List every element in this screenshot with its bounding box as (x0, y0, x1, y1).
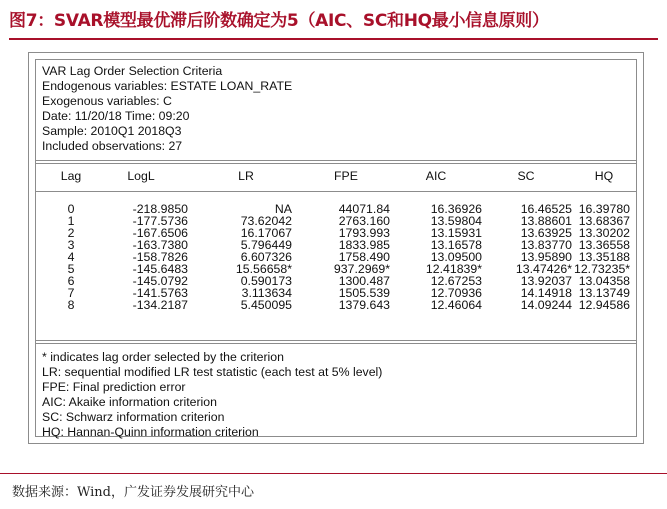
cell-sc: 13.95890 (520, 250, 572, 264)
cell-lr: 6.607326 (240, 250, 292, 264)
cell-aic: 13.15931 (430, 226, 482, 240)
table-bottom-rule (36, 340, 636, 341)
header-title: VAR Lag Order Selection Criteria (42, 64, 223, 78)
column-header-logl: LogL (127, 169, 155, 183)
cell-logl: -167.6506 (132, 226, 188, 240)
column-header-lag: Lag (60, 169, 82, 183)
cell-logl: -177.5736 (132, 214, 188, 228)
cell-aic: 12.70936 (430, 286, 482, 300)
cell-lag: 4 (67, 250, 75, 264)
column-hq (574, 203, 630, 311)
cell-fpe: 1379.643 (338, 298, 390, 312)
cell-lag: 0 (67, 202, 75, 216)
cell-sc: 14.14918 (520, 286, 572, 300)
cell-hq: 12.73235* (574, 262, 631, 276)
cell-lr: 3.113634 (241, 286, 292, 300)
header-bottom-rule (36, 191, 636, 192)
title-rule (9, 38, 658, 40)
cell-lag: 7 (67, 286, 75, 300)
cell-fpe: 1833.985 (338, 238, 390, 252)
cell-lr: NA (274, 202, 292, 216)
cell-hq: 16.39780 (578, 202, 630, 216)
output-notes (42, 350, 382, 440)
header-exogenous: Exogenous variables: C (42, 94, 172, 108)
note-lr: LR: sequential modified LR test statistic (each test at 5% level) (42, 365, 383, 379)
column-header-hq: HQ (594, 169, 614, 183)
cell-logl: -141.5763 (132, 286, 188, 300)
cell-lag: 1 (67, 214, 75, 228)
column-header-lr: LR (238, 169, 254, 183)
cell-logl: -145.0792 (132, 274, 188, 288)
note-sc: SC: Schwarz information criterion (42, 410, 225, 424)
cell-hq: 12.94586 (578, 298, 630, 312)
cell-lr: 5.450095 (240, 298, 292, 312)
column-header-fpe: FPE (334, 169, 358, 183)
cell-sc: 16.46525 (520, 202, 572, 216)
cell-fpe: 2763.160 (338, 214, 390, 228)
cell-aic: 16.36926 (430, 202, 482, 216)
header-endogenous: Endogenous variables: ESTATE LOAN_RATE (42, 79, 293, 93)
cell-aic: 13.59804 (430, 214, 482, 228)
cell-lag: 3 (67, 238, 75, 252)
cell-hq: 13.30202 (578, 226, 630, 240)
note-aic: AIC: Akaike information criterion (42, 395, 217, 409)
cell-logl: -163.7380 (132, 238, 188, 252)
cell-lr: 15.56658* (235, 262, 292, 276)
cell-hq: 13.13749 (578, 286, 630, 300)
table-top-rule-double (36, 163, 636, 164)
note-hq: HQ: Hannan-Quinn information criterion (42, 425, 259, 439)
cell-logl: -145.6483 (132, 262, 188, 276)
figure-title: 图7：SVAR模型最优滞后阶数确定为5（AIC、SC和HQ最小信息原则） (9, 11, 549, 31)
output-frame (35, 59, 637, 437)
cell-hq: 13.68367 (578, 214, 630, 228)
cell-lr: 5.796449 (240, 238, 292, 252)
cell-lag: 6 (67, 274, 75, 288)
eviews-output-panel (28, 52, 644, 444)
cell-sc: 13.63925 (520, 226, 572, 240)
column-sc (486, 203, 572, 311)
cell-aic: 12.46064 (430, 298, 482, 312)
cell-logl: -218.9850 (132, 202, 188, 216)
cell-sc: 13.88601 (520, 214, 572, 228)
cell-hq: 13.36558 (578, 238, 630, 252)
column-fpe (296, 203, 390, 311)
cell-hq: 13.04358 (578, 274, 630, 288)
cell-lr: 16.17067 (240, 226, 292, 240)
cell-sc: 13.83770 (520, 238, 572, 252)
header-observations: Included observations: 27 (42, 139, 183, 153)
cell-fpe: 44071.84 (338, 202, 390, 216)
column-header-aic: AIC (425, 169, 447, 183)
cell-fpe: 937.2969* (333, 262, 390, 276)
footer-rule (0, 473, 667, 474)
column-lag (36, 203, 106, 311)
source-note: 数据来源：Wind，广发证券发展研究中心 (12, 485, 254, 500)
note-fpe: FPE: Final prediction error (42, 380, 186, 394)
cell-lag: 5 (67, 262, 75, 276)
cell-fpe: 1300.487 (338, 274, 390, 288)
cell-aic: 12.67253 (430, 274, 482, 288)
header-sample: Sample: 2010Q1 2018Q3 (42, 124, 182, 138)
cell-fpe: 1793.993 (338, 226, 390, 240)
cell-logl: -158.7826 (132, 250, 188, 264)
table-bottom-rule-double (36, 343, 636, 344)
cell-fpe: 1758.490 (338, 250, 390, 264)
header-date: Date: 11/20/18 Time: 09:20 (42, 109, 190, 123)
cell-sc: 14.09244 (520, 298, 572, 312)
cell-lr: 0.590173 (240, 274, 292, 288)
cell-sc: 13.47426* (515, 262, 572, 276)
column-header-sc: SC (517, 169, 535, 183)
cell-lag: 2 (67, 226, 75, 240)
cell-aic: 13.16578 (430, 238, 482, 252)
column-aic (394, 203, 482, 311)
table-top-rule (36, 160, 636, 161)
cell-lag: 8 (67, 298, 75, 312)
column-lr (194, 203, 292, 311)
output-header (42, 64, 292, 154)
cell-fpe: 1505.539 (338, 286, 390, 300)
column-logl (106, 203, 188, 311)
cell-aic: 13.09500 (430, 250, 482, 264)
cell-hq: 13.35188 (578, 250, 630, 264)
cell-lr: 73.62042 (240, 214, 292, 228)
cell-logl: -134.2187 (132, 298, 188, 312)
note-asterisk: * indicates lag order selected by the criterion (42, 350, 284, 364)
cell-aic: 12.41839* (425, 262, 482, 276)
cell-sc: 13.92037 (520, 274, 572, 288)
